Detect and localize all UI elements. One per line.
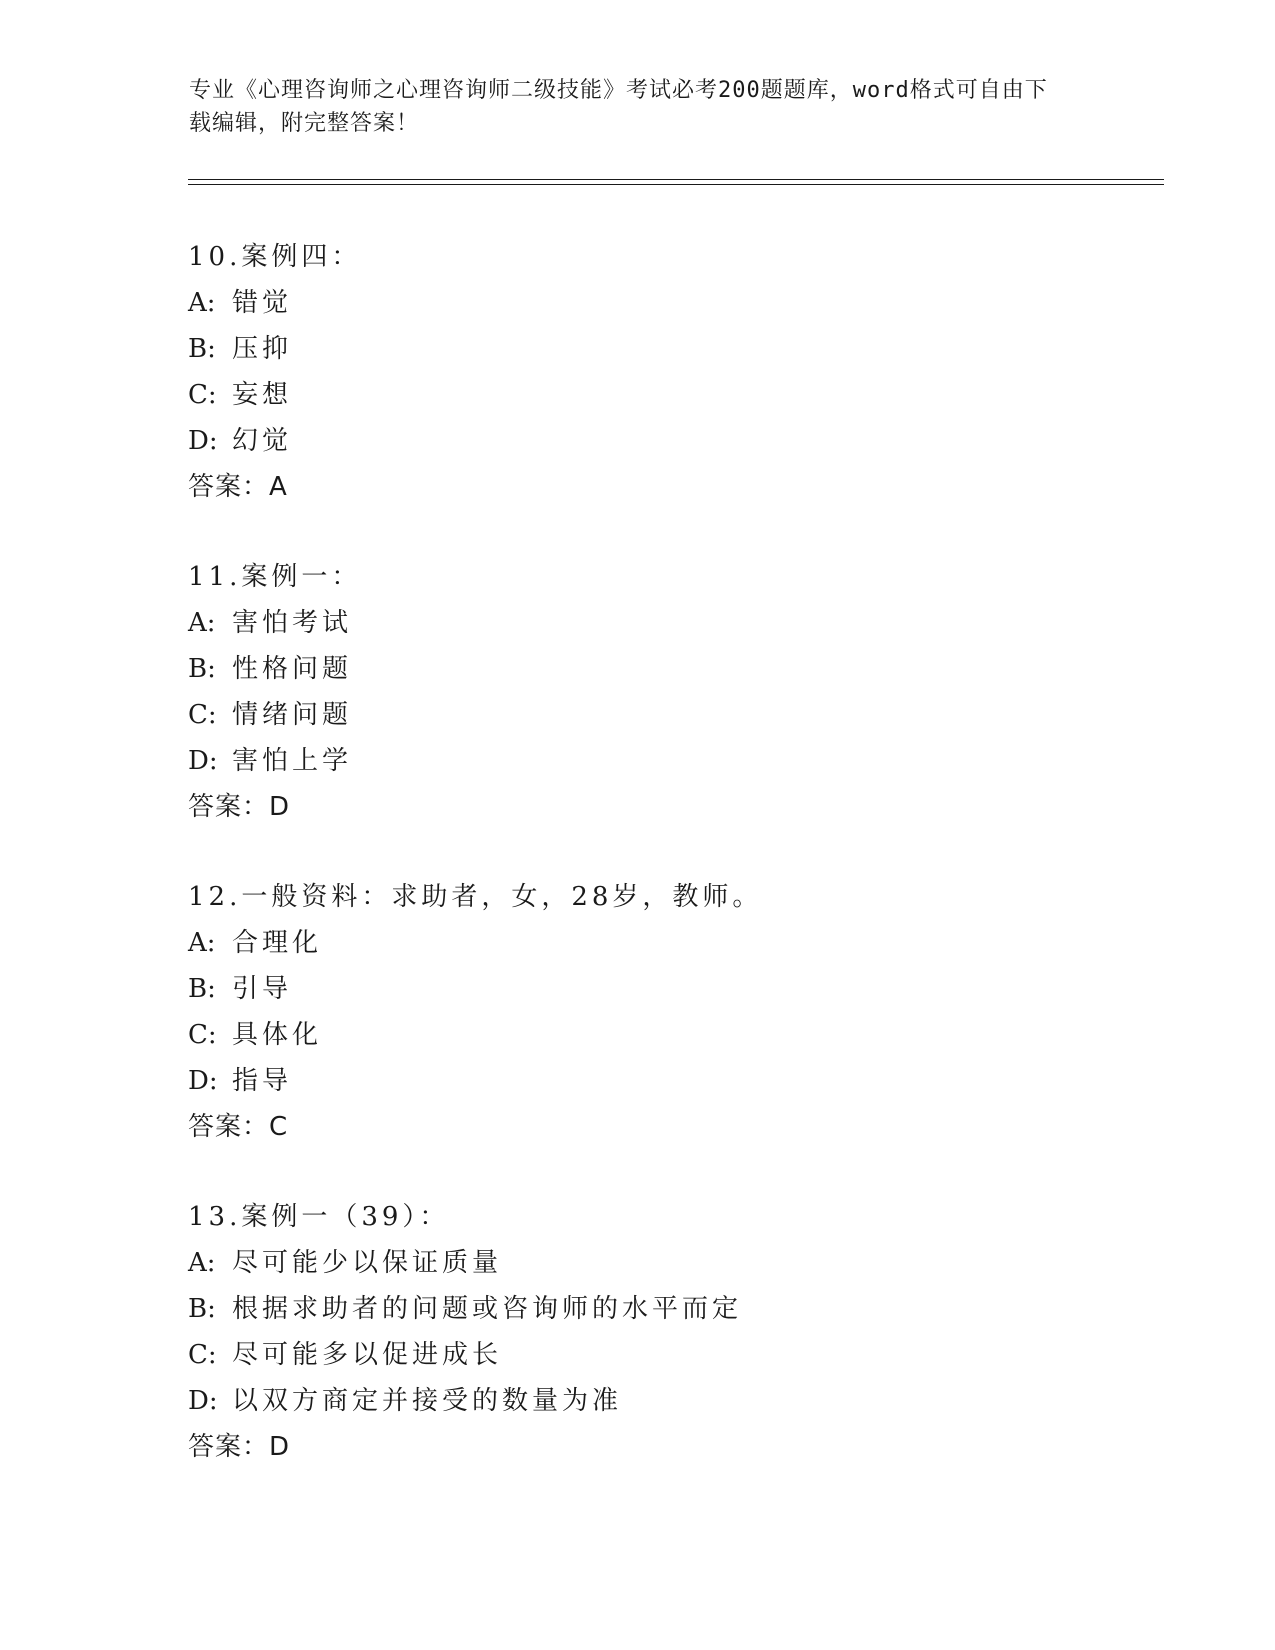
option-text: 具体化 xyxy=(232,1020,323,1050)
option-key: C: xyxy=(188,1020,217,1050)
option-text: 合理化 xyxy=(232,928,323,958)
option-key: A: xyxy=(188,608,216,638)
answer-line: 答案：D xyxy=(188,792,291,822)
question-item xyxy=(188,234,1168,510)
option-key: C: xyxy=(188,1340,217,1370)
question-stem: 12.一般资料：求助者，女，28岁，教师。 xyxy=(188,882,763,912)
option-text: 错觉 xyxy=(232,288,293,318)
question-list xyxy=(188,234,1168,1514)
option-key: D: xyxy=(188,746,218,776)
option-text: 害怕上学 xyxy=(232,746,353,776)
option-text: 指导 xyxy=(232,1066,293,1096)
answer-line: 答案：A xyxy=(188,472,288,502)
option-text: 尽可能少以保证质量 xyxy=(232,1248,503,1278)
option-key: C: xyxy=(188,700,217,730)
option-d xyxy=(188,418,1168,464)
option-a xyxy=(188,920,1168,966)
option-text: 性格问题 xyxy=(232,654,353,684)
option-key: B: xyxy=(188,1294,216,1324)
option-b xyxy=(188,646,1168,692)
option-b xyxy=(188,1286,1168,1332)
header-double-rule xyxy=(188,179,1164,185)
question-item xyxy=(188,1194,1168,1470)
option-text: 根据求助者的问题或咨询师的水平而定 xyxy=(232,1294,743,1324)
question-item xyxy=(188,554,1168,830)
question-stem: 11.案例一： xyxy=(188,562,362,592)
option-a xyxy=(188,600,1168,646)
question-stem: 10.案例四： xyxy=(188,242,362,272)
option-key: A: xyxy=(188,928,216,958)
option-a xyxy=(188,280,1168,326)
option-b xyxy=(188,326,1168,372)
option-d xyxy=(188,738,1168,784)
option-key: D: xyxy=(188,1386,218,1416)
option-key: B: xyxy=(188,654,216,684)
option-a xyxy=(188,1240,1168,1286)
option-b xyxy=(188,966,1168,1012)
option-text: 害怕考试 xyxy=(232,608,353,638)
option-text: 引导 xyxy=(232,974,293,1004)
option-key: A: xyxy=(188,288,216,318)
option-key: B: xyxy=(188,974,216,1004)
option-c xyxy=(188,692,1168,738)
option-key: D: xyxy=(188,426,218,456)
option-key: D: xyxy=(188,1066,218,1096)
question-stem: 13.案例一（39）： xyxy=(188,1202,450,1232)
option-key: B: xyxy=(188,334,216,364)
option-d xyxy=(188,1378,1168,1424)
option-c xyxy=(188,1332,1168,1378)
option-d xyxy=(188,1058,1168,1104)
option-key: C: xyxy=(188,380,217,410)
question-item xyxy=(188,874,1168,1150)
answer-line: 答案：C xyxy=(188,1112,289,1142)
option-c xyxy=(188,372,1168,418)
option-text: 妄想 xyxy=(232,380,293,410)
document-header: 专业《心理咨询师之心理咨询师二级技能》考试必考200题题库，word格式可自由下载编辑，附完整答案！ xyxy=(189,78,1048,136)
option-text: 情绪问题 xyxy=(232,700,353,730)
option-key: A: xyxy=(188,1248,216,1278)
option-text: 压抑 xyxy=(232,334,293,364)
option-text: 尽可能多以促进成长 xyxy=(232,1340,503,1370)
option-c xyxy=(188,1012,1168,1058)
option-text: 幻觉 xyxy=(232,426,293,456)
answer-line: 答案：D xyxy=(188,1432,291,1462)
option-text: 以双方商定并接受的数量为准 xyxy=(232,1386,623,1416)
